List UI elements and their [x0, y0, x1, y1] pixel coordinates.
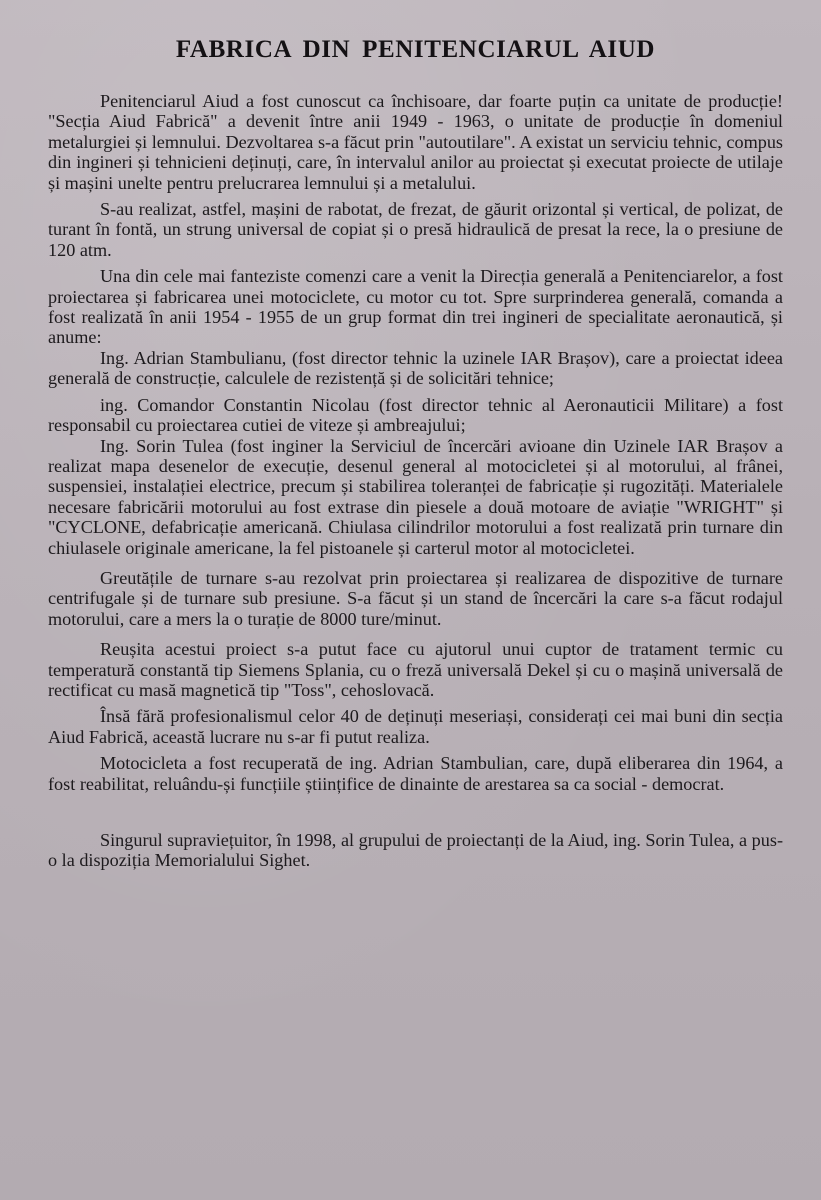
paragraph-survivor: Singurul supraviețuitor, în 1998, al grupului de proiectanți de la Aiud, ing. Sorin Tulea, a pus-o la dispoziția Memorialului Sighet. [48, 830, 783, 871]
paragraph-intro: Penitenciarul Aiud a fost cunoscut ca închisoare, dar foarte puțin ca unitate de producție! "Secția Aiud Fabrică" a devenit între anii 1949 - 1963, o unitate de producție în domeniul metalurgiei și lemnului. Dezvoltarea s-a făcut prin "autoutilare". A existat un serviciu tehnic, compus din ingineri și tehnicieni deținuți, care, în intervalul anilor au proiectat și executat proiecte de utilaje și mașini unelte pentru prelucrarea lemnului și a metalului. [48, 91, 783, 193]
paragraph-motorcycle-order: Una din cele mai fanteziste comenzi care a venit la Direcția generală a Penitenciarelor, a fost proiectarea și fabricarea unei motociclete, cu motor cu tot. Spre surprinderea generală, comanda a fost realizată în anii 1954 - 1955 de un grup format din trei ingineri de specialitate aeronautică, și anume: [48, 266, 783, 348]
paragraph-recovery: Motocicleta a fost recuperată de ing. Adrian Stambulian, care, după eliberarea din 1964, a fost reabilitat, reluându-și funcțiile științifice de dinainte de arestarea sa ca social - democrat. [48, 753, 783, 794]
paragraph-casting: Greutățile de turnare s-au rezolvat prin proiectarea și realizarea de dispozitive de turnare centrifugale și de turnare sub presiune. S-a făcut și un stand de încercări la care s-a făcut rodajul motorului, care a mers la o turație de 8000 ture/minut. [48, 567, 783, 629]
paragraph-engineer-tulea: Ing. Sorin Tulea (fost inginer la Serviciul de încercări avioane din Uzinele IAR Brașov a realizat mapa desenelor de execuție, desenul general al motocicletei și al motorului, al frânei, suspensiei, instalației electrice, precum și stabilirea toleranței de fabricație și rugozități. Materialele necesare fabricării motorului au fost extrase din piesele a două motoare de aviație "WRIGHT" și "CYCLONE, defabricație americană. Chiulasa cilindrilor motorului a fost realizată prin turnare din chiulasele originale americane, la fel pistoanele și carterul motor al motocicletei. [48, 435, 783, 558]
document-body [48, 91, 783, 871]
paragraph-engineer-stambulianu: Ing. Adrian Stambulianu, (fost director tehnic la uzinele IAR Brașov), care a proiectat ideea generală de construcție, calculele de rezistență și de solicitări tehnice; [48, 347, 783, 389]
paragraph-success: Reușita acestui proiect s-a putut face cu ajutorul unui cuptor de tratament termic cu temperatură constantă tip Siemens Splania, cu o freză universală Dekel și cu o mașină universală de rectificat cu masă magnetică tip "Toss", cehoslovacă. [48, 639, 783, 700]
paragraph-engineer-nicolau: ing. Comandor Constantin Nicolau (fost director tehnic al Aeronauticii Militare) a fost responsabil cu proiectarea cutiei de viteze și ambreajului; [48, 394, 783, 436]
paragraph-prisoners: Însă fără profesionalismul celor 40 de deținuți meseriași, considerați cei mai buni din secția Aiud Fabrică, această lucrare nu s-ar fi putut realiza. [48, 706, 783, 747]
paragraph-machines: S-au realizat, astfel, mașini de rabotat, de frezat, de găurit orizontal și vertical, de polizat, de turant în fontă, un strung universal de copiat și o presă hidraulică de presat la rece, la o presiune de 120 atm. [48, 199, 783, 260]
document-title: FABRICA DIN PENITENCIARUL AIUD [175, 36, 656, 63]
